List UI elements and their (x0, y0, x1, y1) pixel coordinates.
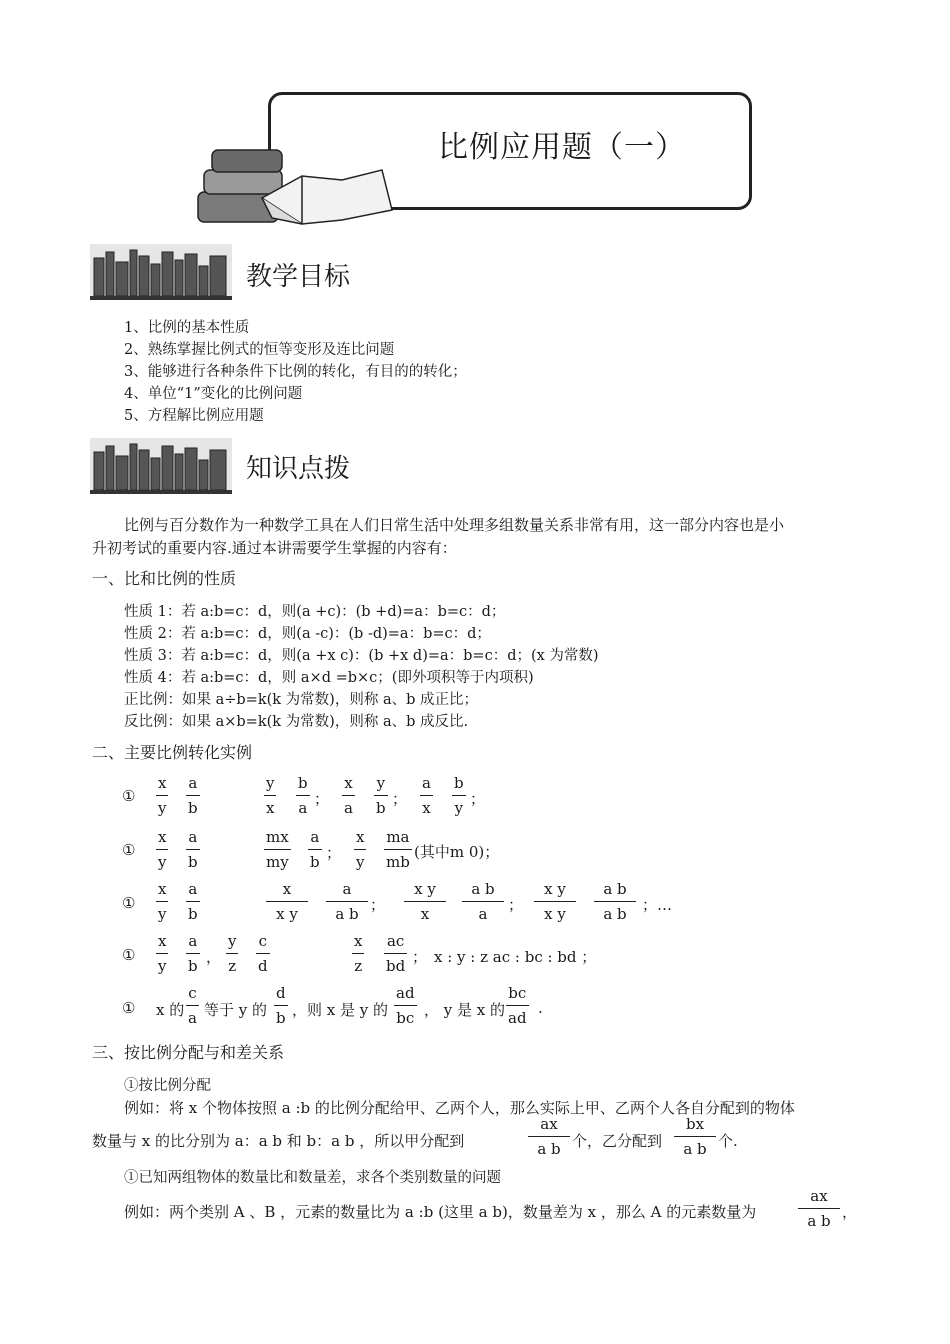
separator: ； (508, 896, 524, 914)
fraction: $\frac{\text{x y}}{x}$ (404, 882, 446, 922)
heading-properties: 一、比和比例的性质 (92, 569, 237, 588)
fraction: $\frac{ma}{mb}$ (386, 828, 410, 871)
fraction: $\frac{ax}{\text{a b}}$ (798, 1189, 840, 1229)
goal-item: 5、方程解比例应用题 (124, 408, 264, 424)
fraction: $\frac{\text{a b}}{a}$ (462, 882, 504, 922)
section-title-goals: 教学目标 (246, 262, 351, 292)
property-line: 正比例：如果 a÷b=k(k 为常数)，则称 a、b 成正比； (124, 692, 478, 708)
intro-line: 升初考试的重要内容.通过本讲需要学生掌握的内容有： (92, 539, 457, 557)
property-line: 性质 4：若 a:b=c：d，则 a×d =b×c；(即外项积等于内项积) (124, 670, 534, 686)
fraction: $\frac{a}{\text{a b}}$ (326, 882, 368, 922)
condition-note: (其中m 0)； (414, 843, 500, 861)
property-line: 性质 1：若 a:b=c：d，则(a +c)：(b +d)=a：b=c：d； (124, 604, 506, 620)
fraction: $\frac{ad}{bc}$ (396, 984, 415, 1027)
separator: . (538, 999, 543, 1017)
row-marker: ① (122, 841, 136, 859)
fraction: $\frac{y}{z}$ (228, 932, 237, 975)
fraction: $\frac{a}{b}$ (188, 828, 198, 871)
separator: ； (392, 790, 408, 808)
text-fragment: ，则 x 是 y 的 (292, 1001, 389, 1019)
ellipsis: ；… (642, 896, 673, 914)
separator: ； (470, 790, 486, 808)
fraction: $\frac{x}{y}$ (158, 828, 167, 871)
property-line: 性质 3：若 a:b=c：d，则(a +x c)：(b +x d)=a：b=c：d；(x 为常数) (124, 648, 599, 664)
subheading: ①已知两组物体的数量比和数量差，求各个类别数量的问题 (124, 1170, 501, 1186)
intro-line: 比例与百分数作为一种数学工具在人们日常生活中处理多组数量关系非常有用，这一部分内容也是小 (124, 516, 785, 534)
separator: ； (370, 896, 386, 914)
text-fragment: 等于 y 的 (204, 1001, 268, 1019)
fraction: $\frac{b}{y}$ (454, 774, 464, 817)
row-marker: ① (122, 894, 136, 912)
fraction: $\frac{bc}{ad}$ (508, 984, 527, 1027)
separator: ， (206, 948, 222, 966)
section-title-knowledge: 知识点拨 (246, 454, 351, 484)
fraction: $\frac{ac}{bd}$ (386, 932, 406, 975)
text-fragment: 个. (718, 1132, 738, 1150)
fraction: $\frac{a}{b}$ (188, 774, 198, 817)
property-line: 性质 2：若 a:b=c：d，则(a -c)：(b -d)=a：b=c：d； (124, 626, 491, 642)
fraction: $\frac{a}{b}$ (310, 828, 320, 871)
goal-item: 3、能够进行各种条件下比例的转化，有目的的转化； (124, 364, 467, 380)
fraction: $\frac{x}{y}$ (158, 932, 167, 975)
fraction: $\frac{\text{a b}}{\text{a b}}$ (594, 882, 636, 922)
text-fragment: x 的 (156, 1001, 185, 1019)
fraction: $\frac{bx}{\text{a b}}$ (674, 1117, 716, 1157)
fraction: $\frac{\text{x y}}{\text{x y}}$ (534, 882, 576, 922)
example-line: 例如：将 x 个物体按照 a :b 的比例分配给甲、乙两个人，那么实际上甲、乙两个人各自分配到的物体 (124, 1099, 795, 1117)
fraction: $\frac{y}{x}$ (266, 774, 275, 817)
fraction: $\frac{ax}{\text{a b}}$ (528, 1117, 570, 1157)
fraction: $\frac{a}{b}$ (188, 880, 198, 923)
goal-item: 1、比例的基本性质 (124, 320, 250, 336)
example-line: 例如：两个类别 A 、B ，元素的数量比为 a :b (这里 a b)，数量差为 x ，那么 A 的元素数量为 (124, 1203, 757, 1221)
page-title: 比例应用题（一） (438, 130, 686, 165)
fraction: $\frac{mx}{my}$ (266, 828, 289, 871)
separator: ； (412, 948, 428, 966)
fraction: $\frac{a}{x}$ (422, 774, 431, 817)
text-fragment: ， y 是 x 的 (424, 1001, 506, 1019)
fraction: $\frac{x}{y}$ (158, 880, 167, 923)
fraction: $\frac{x}{z}$ (354, 932, 363, 975)
books-illustration (192, 140, 397, 230)
row-marker: ① (122, 787, 136, 805)
example-line: 数量与 x 的比分别为 a：a b 和 b：a b ，所以甲分配到 (92, 1132, 465, 1150)
row-marker: ① (122, 999, 136, 1017)
fraction: $\frac{y}{b}$ (376, 774, 386, 817)
row-marker: ① (122, 946, 136, 964)
fraction: $\frac{c}{a}$ (188, 984, 197, 1027)
bookshelf-icon (90, 244, 232, 300)
text-fragment: 个，乙分配到 (572, 1132, 663, 1150)
separator: ， (842, 1203, 858, 1221)
subheading: ①按比例分配 (124, 1078, 211, 1094)
fraction: $\frac{x}{a}$ (344, 774, 353, 817)
fraction: $\frac{b}{a}$ (298, 774, 308, 817)
fraction: $\frac{x}{\text{x y}}$ (266, 882, 308, 922)
goal-item: 2、熟练掌握比例式的恒等变形及连比问题 (124, 342, 395, 358)
separator: ； (314, 790, 330, 808)
fraction: $\frac{d}{b}$ (276, 984, 286, 1027)
bookshelf-icon (90, 438, 232, 494)
property-line: 反比例：如果 a×b=k(k 为常数)，则称 a、b 成反比. (124, 714, 469, 730)
heading-conversions: 二、主要比例转化实例 (92, 743, 253, 762)
fraction: $\frac{c}{d}$ (258, 932, 268, 975)
fraction: $\frac{x}{y}$ (356, 828, 365, 871)
separator: ； (326, 844, 342, 862)
fraction: $\frac{a}{b}$ (188, 932, 198, 975)
fraction: $\frac{x}{y}$ (158, 774, 167, 817)
heading-distribution: 三、按比例分配与和差关系 (92, 1043, 285, 1062)
goal-item: 4、单位“1”变化的比例问题 (124, 386, 303, 402)
continued-ratio: x : y : z ac : bc : bd ； (434, 948, 597, 966)
